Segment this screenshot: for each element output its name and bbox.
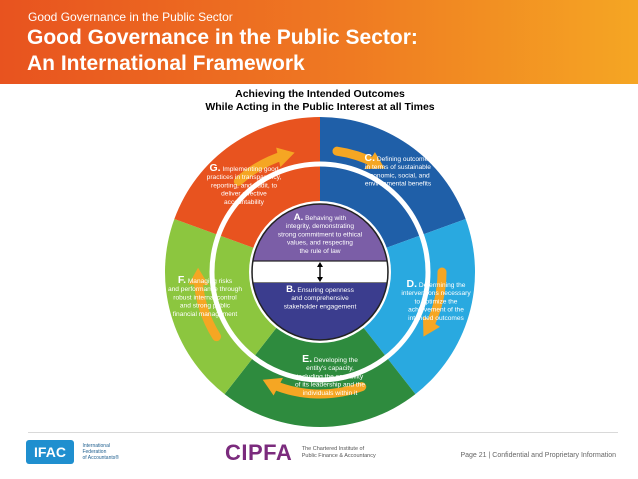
center-label-text: Behaving with: [303, 215, 347, 222]
segment-label-text: Implementing good: [220, 166, 279, 173]
segment-label-e: [295, 353, 365, 397]
segment-label-line: individuals within it: [302, 389, 358, 397]
segment-label-line: accountability: [224, 198, 264, 206]
segment-label-line: in terms of sustainable: [365, 164, 431, 172]
center-label-line: and comprehensive: [291, 295, 349, 303]
segment-label-line: environmental benefits: [364, 180, 432, 188]
segment-letter-d: D.: [406, 278, 418, 290]
segment-label-line: and strong public: [179, 302, 231, 310]
center-letter-a: A.: [293, 212, 304, 223]
center-label-line: values, and respecting: [287, 239, 353, 247]
segment-label-line: deliver effective: [221, 190, 267, 198]
segment-letter-f: F.: [177, 274, 186, 286]
center-label-line: stakeholder engagement: [283, 303, 357, 311]
cipfa-logo: [225, 440, 376, 466]
segment-label-text: Defining outcomes: [375, 156, 432, 163]
segment-label-c: [365, 152, 433, 188]
segment-label-line: robust internal control: [173, 294, 237, 302]
segment-label-line: financial management: [172, 310, 238, 318]
segment-label-text: Determining the: [417, 282, 466, 289]
segment-label-line: practices in transparency,: [206, 174, 282, 182]
ifac-logo-text: [82, 443, 118, 461]
segment-letter-e: E.: [302, 353, 313, 365]
segment-letter-c: C.: [364, 152, 376, 164]
segment-label-line: including the capability: [296, 373, 364, 381]
ifac-logo-mark: IFAC: [26, 440, 74, 464]
segment-letter-g: G.: [209, 162, 221, 174]
ifac-logo: [26, 440, 119, 464]
footer-divider: [28, 432, 618, 433]
footer-separator: |: [488, 452, 491, 459]
segment-label-line: to optimize the: [414, 298, 458, 306]
ifac-text-line-2: Federation: [82, 449, 107, 455]
segment-label-f: [168, 274, 242, 318]
segment-label-line: reporting, and audit, to: [211, 182, 277, 190]
cipfa-text-line-1: The Chartered Institute of: [301, 446, 365, 452]
page-title-line-1: Good Governance in the Public Sector:: [27, 26, 418, 49]
page-number: Page 21: [460, 452, 487, 459]
ifac-text-line-3: of Accountants®: [82, 455, 119, 461]
diagram-heading-line-1: Achieving the Intended Outcomes: [235, 88, 405, 100]
page-title-line-2: An International Framework: [27, 52, 305, 75]
segment-label-line: of its leadership and the: [294, 381, 366, 389]
segment-label-line: economic, social, and: [366, 172, 430, 180]
segment-label-line: intended outcomes: [408, 314, 464, 322]
cipfa-logo-mark: CIPFA: [225, 440, 293, 465]
header-kicker: Good Governance in the Public Sector: [28, 10, 233, 24]
segment-label-line: achievement of the: [408, 306, 464, 314]
center-letter-b: B.: [286, 284, 296, 295]
segment-label-line: entity's capacity,: [306, 365, 354, 373]
footer-page-info: [460, 452, 616, 459]
center-label-b: [284, 284, 357, 310]
diagram-heading-line-2: While Acting in the Public Interest at all Times: [205, 101, 435, 113]
center-label-line: integrity, demonstrating: [285, 223, 355, 231]
ifac-text-line-1: International: [82, 443, 110, 449]
segment-label-line: interventions necessary: [401, 290, 471, 298]
cipfa-text-line-2: Public Finance & Accountancy: [301, 453, 376, 459]
diagram-heading: [205, 88, 434, 113]
center-label-line: the rule of law: [299, 247, 341, 255]
segment-label-text: Managing risks: [185, 278, 233, 285]
center-label-text: Ensuring openness: [295, 287, 354, 294]
segment-label-text: Developing the: [312, 357, 358, 364]
center-label-line: strong commitment to ethical: [277, 231, 363, 239]
segment-label-line: and performance through: [167, 286, 243, 294]
cipfa-logo-text: [302, 446, 376, 460]
confidential-notice: Confidential and Proprietary Information: [492, 452, 616, 459]
